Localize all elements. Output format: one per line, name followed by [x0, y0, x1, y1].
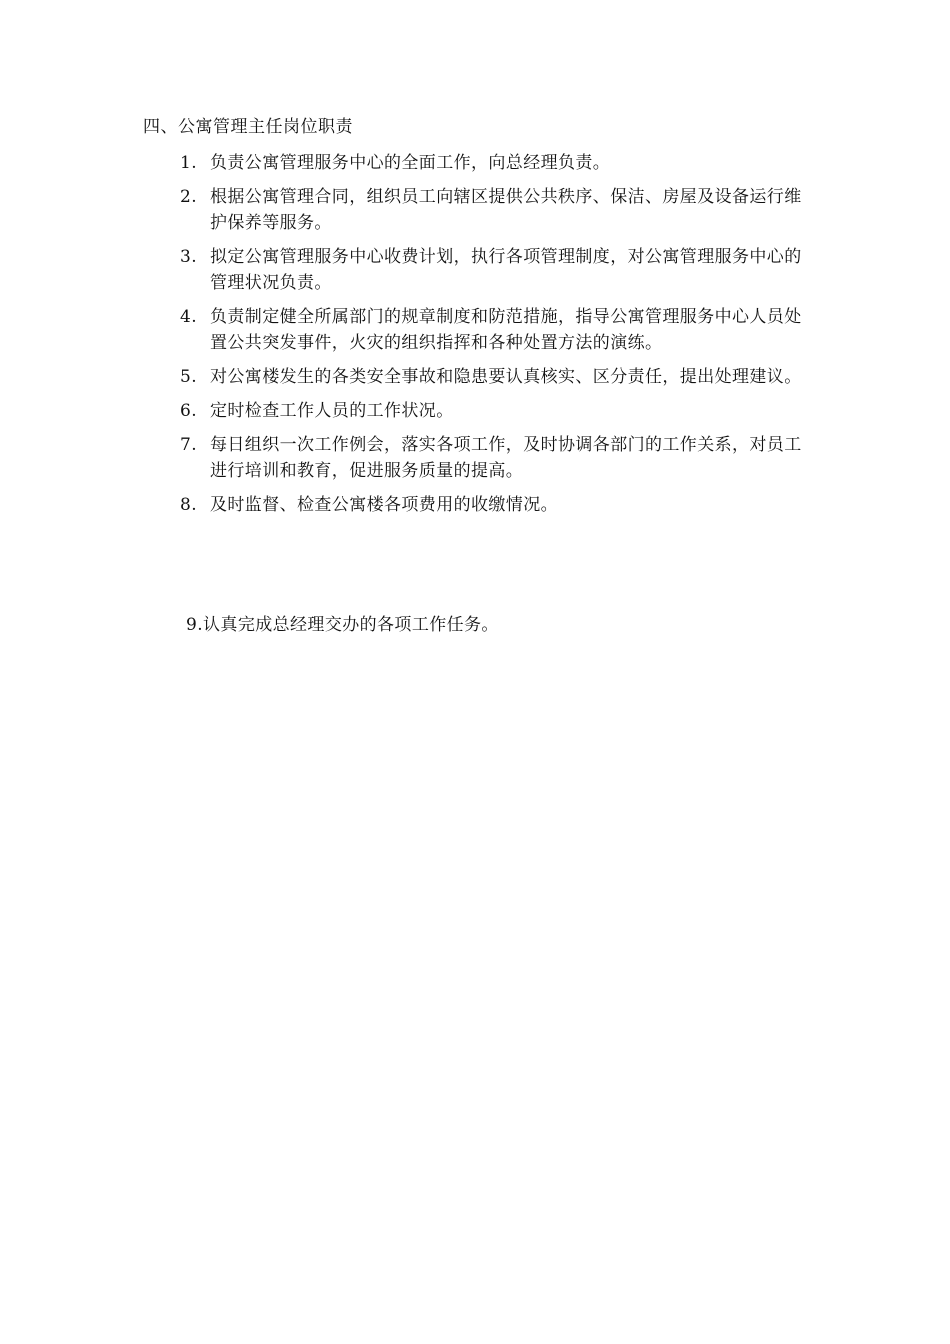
list-item-text: 定时检查工作人员的工作状况。	[210, 401, 454, 421]
list-item-text: 负责制定健全所属部门的规章制度和防范措施，指导公寓管理服务中心人员处置公共突发事件，火灾的组织指挥和各种处置方法的演练。	[210, 307, 802, 353]
last-duty-item: 9.认真完成总经理交办的各项工作任务。	[186, 615, 499, 635]
list-item-number: 6.	[180, 401, 198, 421]
list-item-text: 负责公寓管理服务中心的全面工作，向总经理负责。	[210, 153, 611, 173]
section-title: 四、公寓管理主任岗位职责	[143, 117, 353, 137]
list-item-number: 3.	[180, 247, 198, 267]
list-item	[180, 184, 805, 236]
list-item-number: 4.	[180, 307, 198, 327]
list-item-number: 8.	[180, 495, 198, 515]
list-item-text: 及时监督、检查公寓楼各项费用的收缴情况。	[210, 495, 558, 515]
list-item	[180, 364, 805, 390]
list-item	[180, 492, 805, 518]
list-item-number: 1.	[180, 153, 198, 173]
duty-list	[180, 150, 805, 526]
list-item-text: 拟定公寓管理服务中心收费计划，执行各项管理制度，对公寓管理服务中心的管理状况负责。	[210, 247, 802, 293]
list-item-text: 每日组织一次工作例会，落实各项工作，及时协调各部门的工作关系，对员工进行培训和教育，促进服务质量的提高。	[210, 435, 802, 481]
list-item-number: 7.	[180, 435, 198, 455]
list-item	[180, 150, 805, 176]
list-item-number: 5.	[180, 367, 198, 387]
list-item-text: 根据公寓管理合同，组织员工向辖区提供公共秩序、保洁、房屋及设备运行维护保养等服务。	[210, 187, 802, 233]
list-item	[180, 244, 805, 296]
list-item	[180, 432, 805, 484]
list-item	[180, 398, 805, 424]
list-item	[180, 304, 805, 356]
list-item-text: 对公寓楼发生的各类安全事故和隐患要认真核实、区分责任，提出处理建议。	[210, 367, 802, 387]
list-item-number: 2.	[180, 187, 198, 207]
